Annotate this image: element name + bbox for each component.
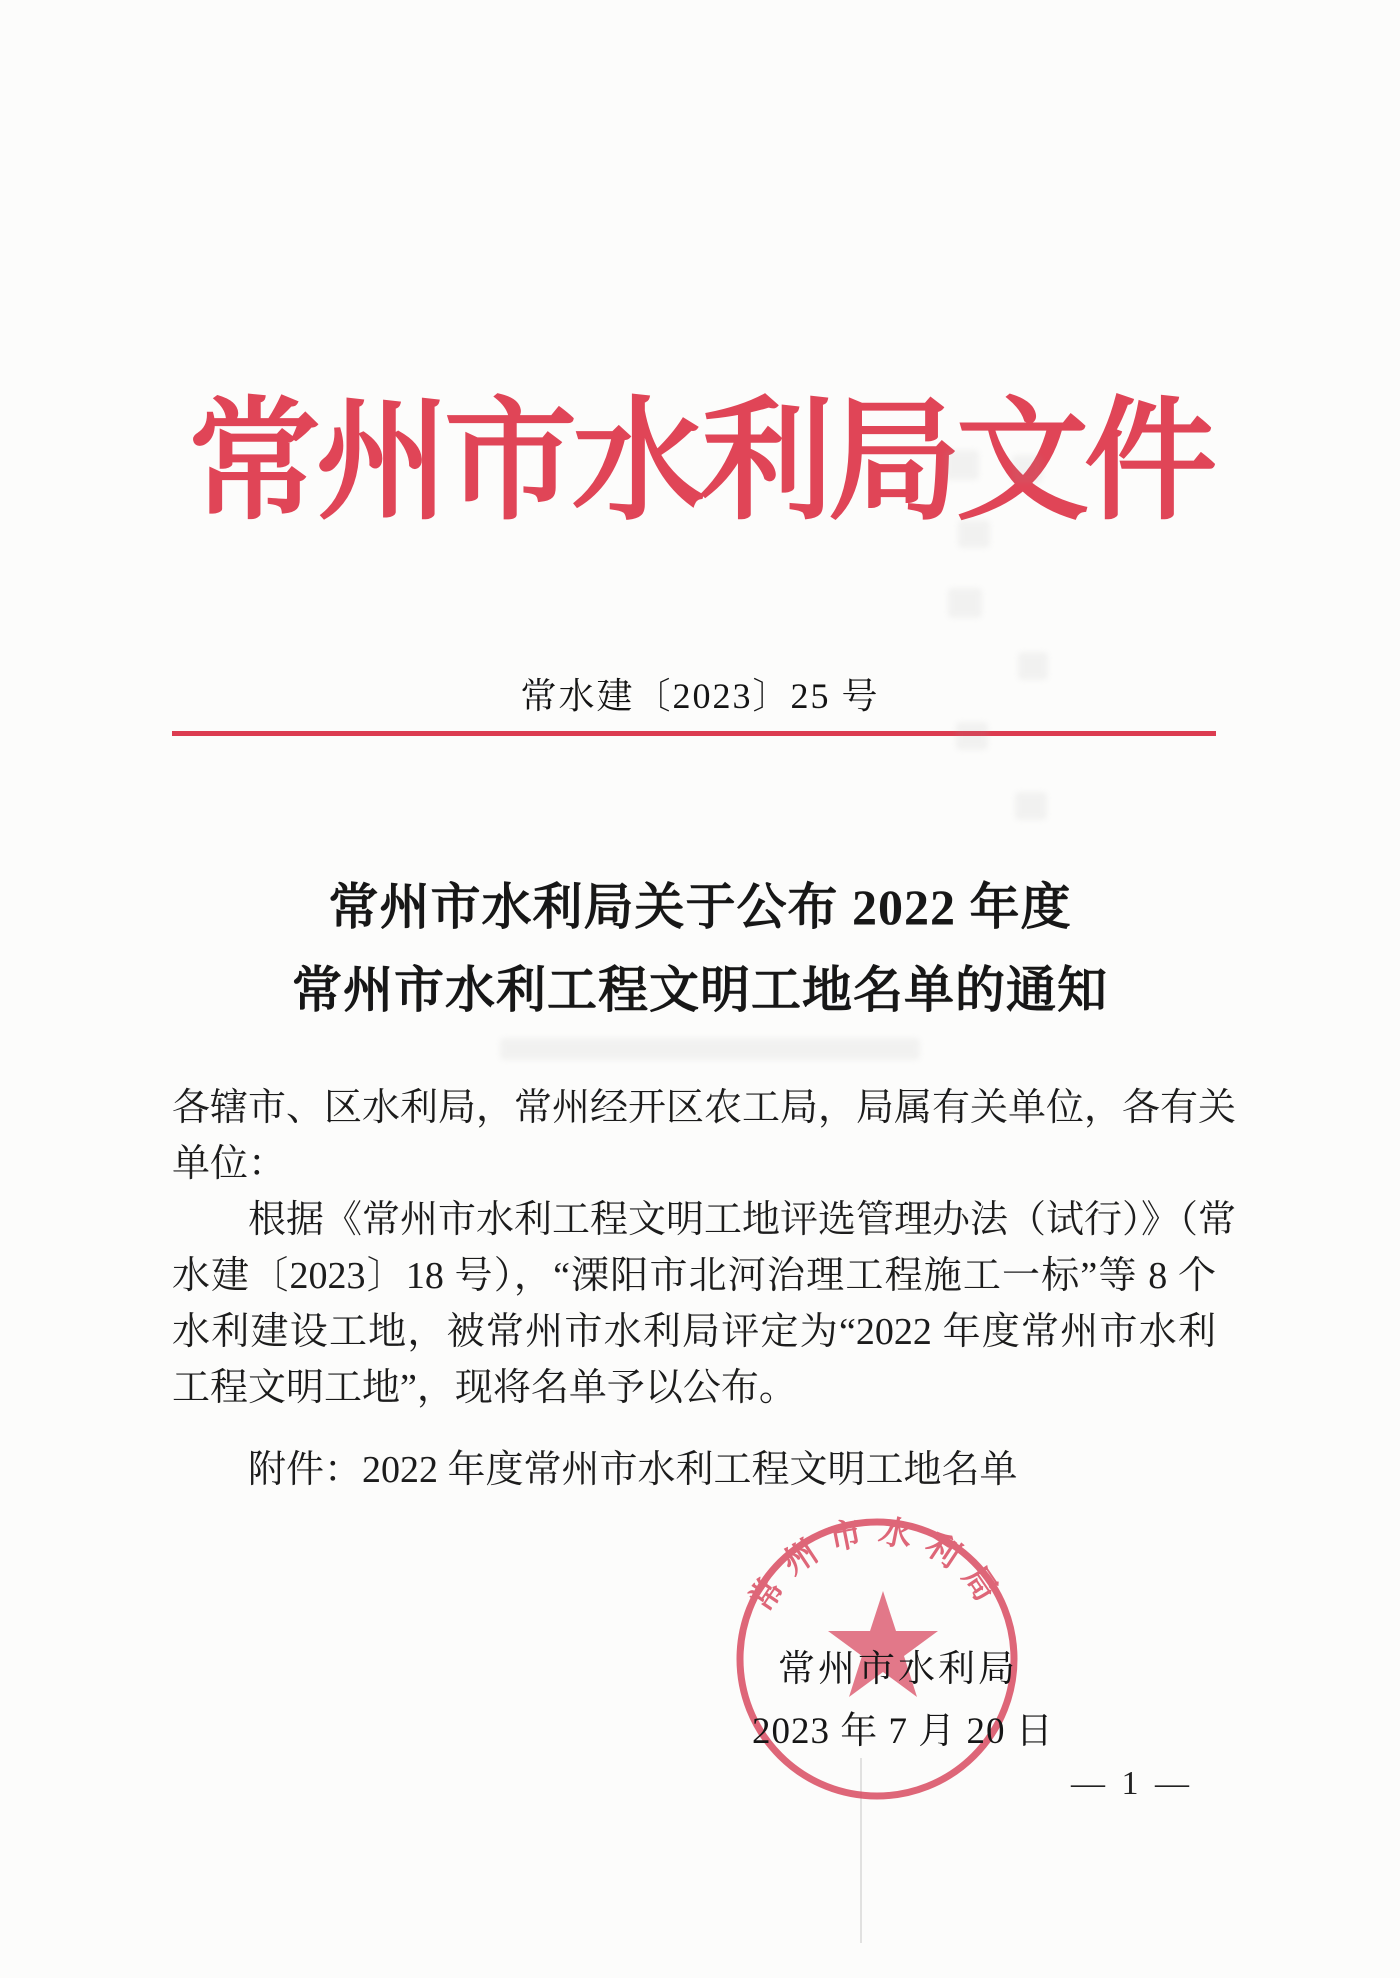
document-number: 常水建〔2023〕25 号 xyxy=(520,676,880,716)
bleed-through-artifact xyxy=(958,520,990,548)
letterhead-title: 常州市水利局文件 xyxy=(188,388,1212,536)
notice-title-line-2: 常州市水利工程文明工地名单的通知 xyxy=(292,962,1108,1018)
bleed-through-artifact xyxy=(1015,792,1047,820)
bleed-through-artifact xyxy=(500,1038,920,1060)
page-number: — 1 — xyxy=(1071,1765,1193,1802)
notice-title xyxy=(0,866,1400,1032)
bleed-through-artifact xyxy=(948,588,982,618)
attachment-line: 附件：2022 年度常州市水利工程文明工地名单 xyxy=(248,1449,1018,1491)
body-line: 单位： xyxy=(172,1143,287,1185)
seal-arc-text: 常州市水利局 xyxy=(743,1513,1011,1619)
bleed-through-artifact xyxy=(956,722,988,750)
notice-title-line-1: 常州市水利局关于公布 2022 年度 xyxy=(328,879,1072,935)
signature-date: 2023 年 7 月 20 日 xyxy=(752,1711,1054,1752)
notice-body xyxy=(172,1080,1237,1416)
bleed-through-artifact xyxy=(1018,652,1048,680)
body-line: 水利建设工地，被常州市水利局评定为“2022 年度常州市水利 xyxy=(172,1311,1216,1353)
red-separator-rule xyxy=(172,731,1216,736)
signature-organization: 常州市水利局 xyxy=(778,1649,1018,1690)
bleed-through-artifact xyxy=(945,450,979,480)
body-line: 各辖市、区水利局，常州经开区农工局，局属有关单位，各有关 xyxy=(172,1087,1237,1129)
body-line: 水建〔2023〕18 号），“溧阳市北河治理工程施工一标”等 8 个 xyxy=(172,1255,1216,1297)
body-line: 根据《常州市水利工程文明工地评选管理办法（试行）》（常 xyxy=(248,1199,1237,1241)
body-line: 工程文明工地”，现将名单予以公布。 xyxy=(172,1367,797,1409)
bleed-through-artifact xyxy=(1012,455,1042,483)
